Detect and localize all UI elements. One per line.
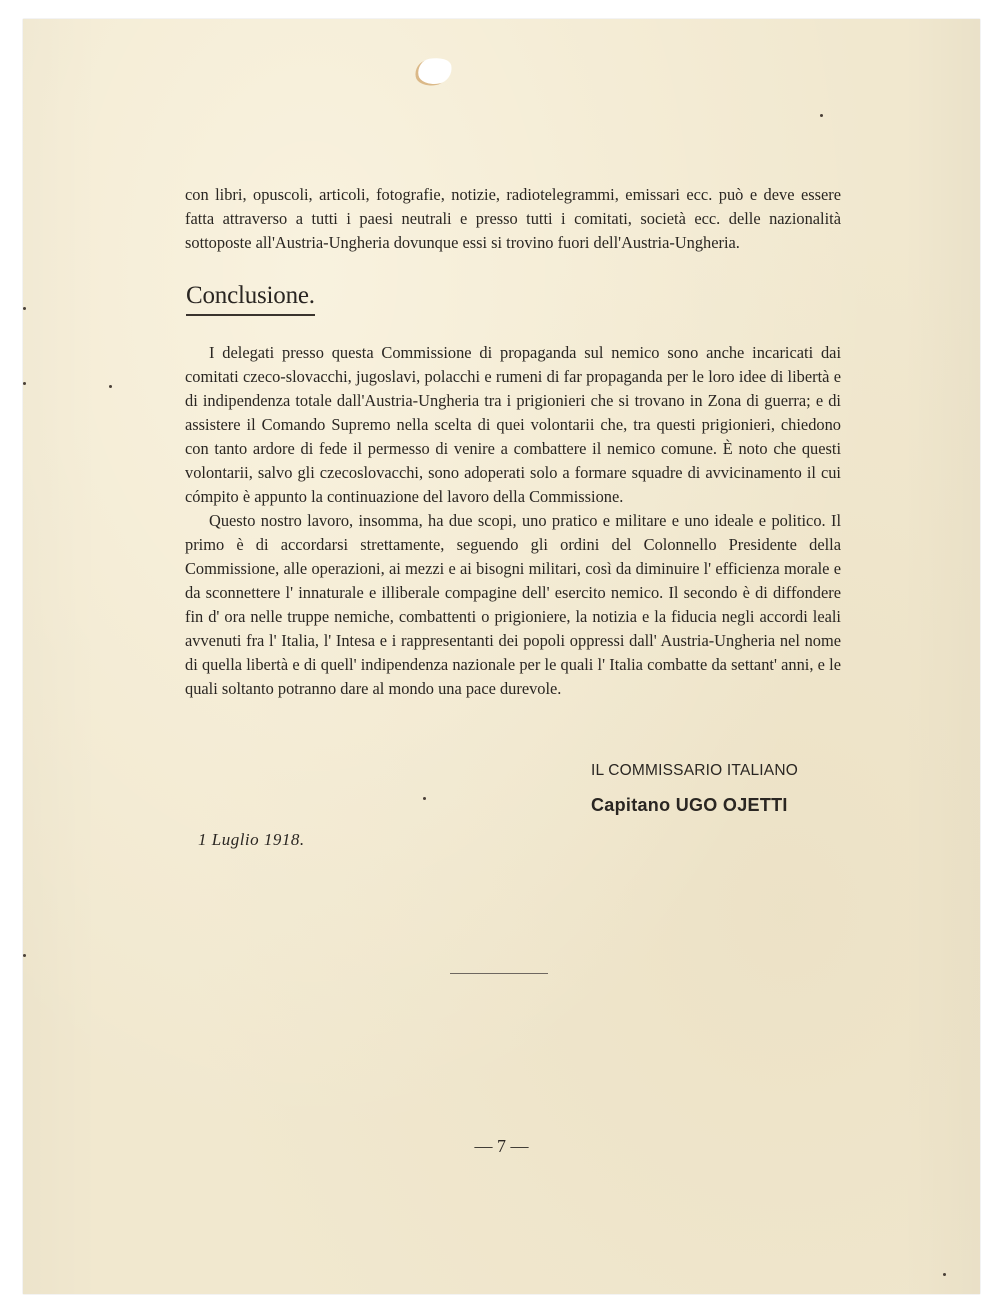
signature-title: IL COMMISSARIO ITALIANO [591,762,798,779]
closing-rule [450,973,548,974]
page-number: — 7 — [474,1136,529,1156]
conclusion-body [185,341,841,701]
paper-speck [23,382,26,385]
signature-block [591,759,851,819]
paper-speck [423,797,426,800]
paper-speck [23,954,26,957]
document-page [23,19,980,1294]
body-paragraph: I delegati presso questa Commissione di propaganda sul nemico sono anche incaricati dai comitati czeco-slovacchi, jugoslavi, polacchi e rumeni di far propaganda per le loro idee di libertà e di indipendenza totale dall'Austria-Ungheria tra i prigionieri che si trovano in Zona di guerra; e di assistere il Comando Supremo nella scelta di quei volontarii che, tra questi prigionieri, chiedono con tanto ardore di fede il permesso di venire a combattere il nemico comune. È noto che questi volontarii, salvo gli czecoslovacchi, sono adoperati solo a formare squadre di avvicinamento il cui cómpito è appunto la continuazione del lavoro della Commissione. [185,343,841,506]
paper-speck [943,1273,946,1276]
signature-name: Capitano UGO OJETTI [591,795,788,815]
body-paragraph: Questo nostro lavoro, insomma, ha due scopi, uno pratico e militare e uno ideale e politico. Il primo è di accordarsi strettamente, seguendo gli ordini del Colonnello Presidente della Commissione, alle operazioni, ai mezzi e ai bisogni militari, così da diminuire l' efficienza morale e da sconnettere l' innaturale e illiberale compagine dell' esercito nemico. Il secondo è di diffondere fin d' ora nelle truppe nemiche, combattenti o prigioniere, la notizia e la fiducia negli accordi leali avvenuti fra l' Italia, l' Intesa e i rappresentanti dei popoli oppressi dall' Austria-Ungheria nel nome di quella libertà e di quell' indipendenza nazionale per le quali l' Italia combatte da settant' anni, e le quali soltanto potranno dare al mondo una pace durevole. [185,511,841,698]
paper-speck [109,385,112,388]
section-heading: Conclusione. [186,281,315,316]
document-date: 1 Luglio 1918. [198,830,305,849]
intro-paragraph: con libri, opuscoli, articoli, fotografie, notizie, radiotelegrammi, emissari ecc. può e deve essere fatta attraverso a tutti i paesi neutrali e presso tutti i comitati, società ecc. delle nazionalità sottoposte all'Austria-Ungheria dovunque essi si trovino fuori dell'Austria-Ungheria. [185,185,841,252]
paper-speck [23,307,26,310]
paper-tear-hole [416,55,454,87]
paper-speck [820,114,823,117]
